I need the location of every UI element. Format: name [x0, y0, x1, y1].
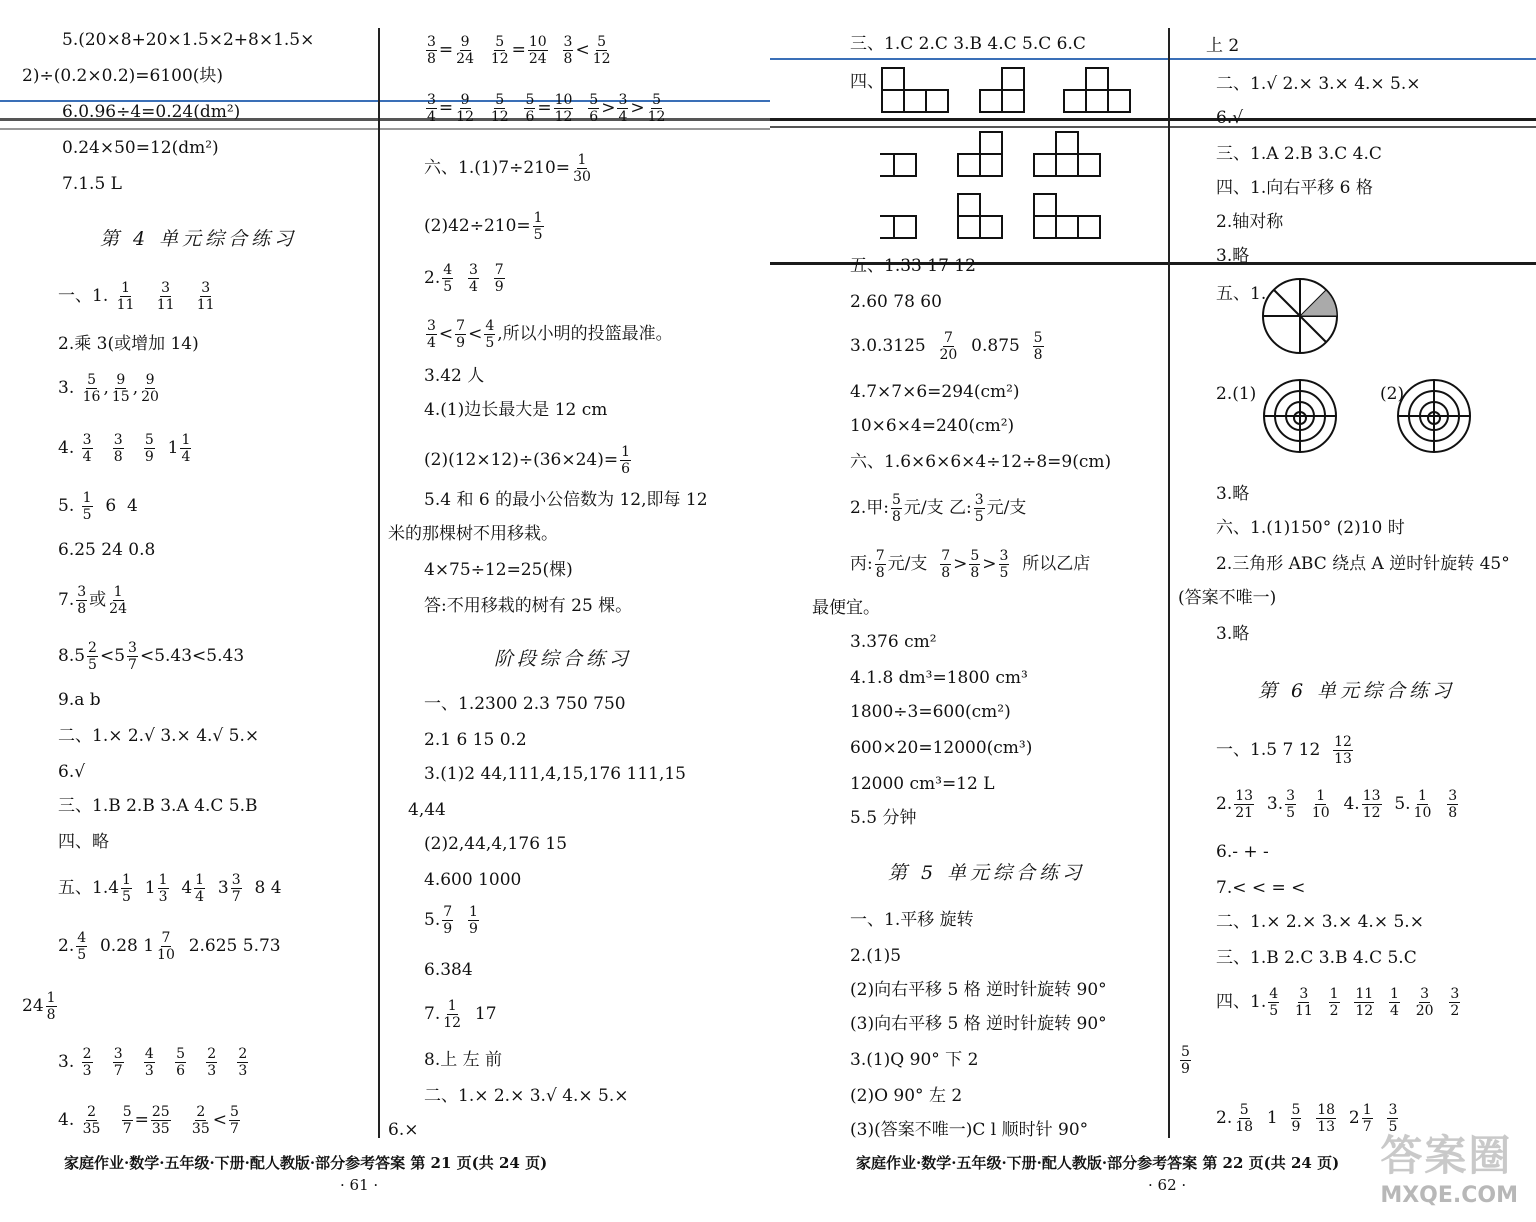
answer-line: 二、1.× 2.× 3.× 4.× 5.×	[1216, 912, 1424, 932]
answer-line: 3.略	[1216, 246, 1250, 266]
section-title: 第 4 单元综合练习	[100, 228, 298, 250]
scan-line	[0, 128, 770, 130]
answer-line: 24 $\frac{1}{8}$	[22, 990, 56, 1023]
answer-line: 上 2	[1206, 36, 1240, 56]
answer-line: 6.25 24 0.8	[58, 540, 156, 560]
answer-line: 最便宜。	[812, 598, 880, 618]
answer-line: (3)(答案不唯一)C l 顺时针 90°	[850, 1120, 1089, 1140]
answer-line: 5. $\frac{1}{5}$ 6 4	[58, 490, 138, 523]
answer-line: 四、1.向右平移 6 格	[1216, 178, 1373, 198]
answer-line: 4.7×7×6=294(cm²)	[850, 382, 1020, 402]
page-number: · 61 ·	[340, 1176, 379, 1194]
page-footer: 家庭作业·数学·五年级·下册·配人教版·部分参考答案 第 22 页(共 24 页)	[856, 1154, 1340, 1172]
answer-line: 三、1.B 2.B 3.A 4.C 5.B	[58, 796, 258, 816]
page-footer: 家庭作业·数学·五年级·下册·配人教版·部分参考答案 第 21 页(共 24 页)	[64, 1154, 548, 1172]
answer-line: 五、1.33 17 12	[850, 256, 976, 276]
answer-line: 一、1.平移 旋转	[850, 910, 974, 930]
answer-line: 0.24×50=12(dm²)	[62, 138, 219, 158]
answer-line: 四、略	[58, 832, 109, 852]
watermark	[1380, 1123, 1518, 1208]
answer-line: 六、1.(1)150° (2)10 时	[1216, 518, 1405, 538]
answer-line: (2)向右平移 5 格 逆时针旋转 90°	[850, 980, 1107, 1000]
answer-line: 二、1.× 2.× 3.√ 4.× 5.×	[424, 1086, 629, 1106]
answer-line: 3.略	[1216, 624, 1250, 644]
answer-line: (答案不唯一)	[1178, 588, 1277, 608]
answer-line: 8.上 左 前	[424, 1050, 503, 1070]
answer-line: 3.(1)2 44,111,4,15,176 111,15	[424, 764, 686, 784]
answer-line: $\frac{5}{9}$	[1181, 1044, 1190, 1077]
answer-line: 六、1.(1)7÷210= $\frac{1}{30}$	[424, 152, 591, 185]
answer-line: (2)2,44,4,176 15	[424, 834, 568, 854]
page-number: · 62 ·	[1148, 1176, 1187, 1194]
answer-line: (2)(12×12)÷(36×24)= $\frac{1}{6}$	[424, 444, 631, 477]
answer-line: 丙: $\frac{7}{8}$ 元/支 $\frac{7}{8}$ > $\frac{5}{8}$ > $\frac{3}{5}$ 所以乙店	[850, 548, 1091, 581]
section-title: 阶段综合练习	[494, 648, 633, 670]
answer-line: 3.略	[1216, 484, 1250, 504]
answer-line: 2.乘 3(或增加 14)	[58, 334, 199, 354]
answer-line: 2)÷(0.2×0.2)=6100(块)	[22, 66, 224, 86]
answer-line: 600×20=12000(cm³)	[850, 738, 1033, 758]
answer-line: 3.42 人	[424, 366, 485, 386]
watermark-text: 答案圈	[1380, 1131, 1513, 1180]
answer-line: 3. $\frac{5}{16}$ , $\frac{9}{15}$ , $\frac{9}{20}$	[58, 372, 159, 405]
pie-circle-drawing	[1260, 276, 1340, 356]
answer-line: 4.(1)边长最大是 12 cm	[424, 400, 608, 420]
answer-line: 2.(1)	[1216, 384, 1257, 404]
answer-line: 四、1. $\frac{4}{5}$ $\frac{3}{11}$ $\frac{1}{2}$ $\frac{11}{12}$ $\frac{1}{4}$ $\frac{3}{20}$ $\frac{3}{2}$	[1216, 986, 1460, 1019]
answer-line: 一、1.2300 2.3 750 750	[424, 694, 626, 714]
answer-line: 二、1.× 2.√ 3.× 4.√ 5.×	[58, 726, 260, 746]
answer-line: 6.√	[58, 762, 86, 782]
answer-line: $\frac{3}{4}$ = $\frac{9}{12}$ $\frac{5}{12}$ $\frac{5}{6}$ = $\frac{10}{12}$ $\frac{5}{6}$ > $\frac{3}{4}$ > $\frac{5}{12}$	[427, 92, 666, 125]
answer-line: 4.600 1000	[424, 870, 522, 890]
answer-line: 7. $\frac{1}{12}$ 17	[424, 998, 497, 1031]
answer-line: 7.< < = <	[1216, 878, 1306, 898]
answer-line: 1800÷3=600(cm²)	[850, 702, 1011, 722]
answer-line: 6.×	[388, 1120, 419, 1140]
answer-line: 3. $\frac{2}{3}$ $\frac{3}{7}$ $\frac{4}{3}$ $\frac{5}{6}$ $\frac{2}{3}$ $\frac{2}{3}$	[58, 1046, 248, 1079]
answer-line: 2.甲: $\frac{5}{8}$ 元/支 乙: $\frac{3}{5}$ 元/支	[850, 492, 1027, 525]
answer-line: $\frac{3}{8}$ = $\frac{9}{24}$ $\frac{5}{12}$ = $\frac{10}{24}$ $\frac{3}{8}$ < $\frac{5}{12}$	[427, 34, 611, 67]
right-page	[770, 0, 1536, 1222]
answer-line: 6.384	[424, 960, 473, 980]
answer-line: 2. $\frac{5}{18}$ 1 $\frac{5}{9}$ $\frac{18}{13}$ 2 $\frac{1}{7}$ $\frac{3}{5}$	[1216, 1102, 1398, 1135]
answer-line: 米的那棵树不用移栽。	[388, 524, 558, 544]
answer-line: 2.(1)5	[850, 946, 902, 966]
answer-line: (2)42÷210= $\frac{1}{5}$	[424, 210, 543, 243]
section-title: 第 6 单元综合练习	[1258, 680, 1456, 702]
scan-line	[770, 58, 1536, 60]
answer-line: 2. $\frac{4}{5}$ 0.28 1 $\frac{7}{10}$ 2.625 5.73	[58, 930, 281, 963]
section-title: 第 5 单元综合练习	[888, 862, 1086, 884]
answer-line: 2.60 78 60	[850, 292, 942, 312]
answer-line: 四、	[850, 72, 884, 92]
answer-line: 五、1.4 $\frac{1}{5}$ 1 $\frac{1}{3}$ 4 $\frac{1}{4}$ 3 $\frac{3}{7}$ 8 4	[58, 872, 282, 905]
concentric-circles-2	[1394, 376, 1474, 456]
answer-line: 10×6×4=240(cm²)	[850, 416, 1015, 436]
answer-line: (2)O 90° 左 2	[850, 1086, 963, 1106]
answer-line: 5. $\frac{7}{9}$ $\frac{1}{9}$	[424, 904, 478, 937]
answer-line: 4. $\frac{3}{4}$ $\frac{3}{8}$ $\frac{5}{9}$ 1 $\frac{1}{4}$	[58, 432, 191, 465]
answer-line: 一、1. $\frac{1}{11}$ $\frac{3}{11}$ $\frac{3}{11}$	[58, 280, 215, 313]
answer-line: $\frac{3}{4}$ < $\frac{7}{9}$ < $\frac{4}{5}$ ,所以小明的投篮最准。	[427, 318, 673, 351]
answer-line: 2.轴对称	[1216, 212, 1284, 232]
answer-line: 三、1.A 2.B 3.C 4.C	[1216, 144, 1382, 164]
answer-line: 12000 cm³=12 L	[850, 774, 995, 794]
answer-line: 8.5 $\frac{2}{5}$ <5 $\frac{3}{7}$ <5.43<5.43	[58, 640, 245, 673]
answer-line: 4,44	[408, 800, 446, 820]
answer-line: 2.1 6 15 0.2	[424, 730, 527, 750]
answer-line: (2)	[1380, 384, 1405, 404]
answer-line: 一、1.5 7 12 $\frac{12}{13}$	[1216, 734, 1352, 767]
answer-line: 2. $\frac{13}{21}$ 3. $\frac{3}{5}$ $\frac{1}{10}$ 4. $\frac{13}{12}$ 5. $\frac{1}{10}$ $\frac{3}{8}$	[1216, 788, 1458, 821]
answer-line: 六、1.6×6×6×4÷12÷8=9(cm)	[850, 452, 1112, 472]
shape-drawings	[880, 66, 1170, 242]
answer-line: (3)向右平移 5 格 逆时针旋转 90°	[850, 1014, 1107, 1034]
answer-line: 6.√	[1216, 108, 1244, 128]
answer-line: 2. $\frac{4}{5}$ $\frac{3}{4}$ $\frac{7}{9}$	[424, 262, 504, 295]
answer-line: 三、1.C 2.C 3.B 4.C 5.C 6.C	[850, 34, 1086, 54]
answer-line: 五、1.	[1216, 284, 1267, 304]
answer-line: 2.三角形 ABC 绕点 A 逆时针旋转 45°	[1216, 554, 1510, 574]
answer-line: 5.5 分钟	[850, 808, 917, 828]
answer-line: 三、1.B 2.C 3.B 4.C 5.C	[1216, 948, 1417, 968]
answer-line: 6.- + -	[1216, 842, 1269, 862]
answer-line: 5.(20×8+20×1.5×2+8×1.5×	[62, 30, 315, 50]
answer-line: 7. $\frac{3}{8}$ 或 $\frac{1}{24}$	[58, 584, 127, 617]
answer-line: 7.1.5 L	[62, 174, 122, 194]
answer-line: 4. $\frac{2}{35}$ $\frac{5}{7}$ = $\frac{25}{35}$ $\frac{2}{35}$ < $\frac{5}{7}$	[58, 1104, 239, 1137]
answer-line: 9.a b	[58, 690, 101, 710]
answer-line: 答:不用移栽的树有 25 棵。	[424, 596, 633, 616]
answer-line: 4.1.8 dm³=1800 cm³	[850, 668, 1028, 688]
answer-line: 6.0.96÷4=0.24(dm²)	[62, 102, 241, 122]
answer-line: 3.0.3125 $\frac{7}{20}$ 0.875 $\frac{5}{8}$	[850, 330, 1043, 363]
answer-line: 3.(1)Q 90° 下 2	[850, 1050, 979, 1070]
answer-line: 5.4 和 6 的最小公倍数为 12,即每 12	[424, 490, 708, 510]
column-divider	[378, 28, 380, 1138]
answer-line: 3.376 cm²	[850, 632, 937, 652]
answer-line: 4×75÷12=25(棵)	[424, 560, 573, 580]
watermark-url: MXQE.COM	[1380, 1183, 1518, 1208]
concentric-circles-1	[1260, 376, 1340, 456]
answer-line: 二、1.√ 2.× 3.× 4.× 5.×	[1216, 74, 1421, 94]
